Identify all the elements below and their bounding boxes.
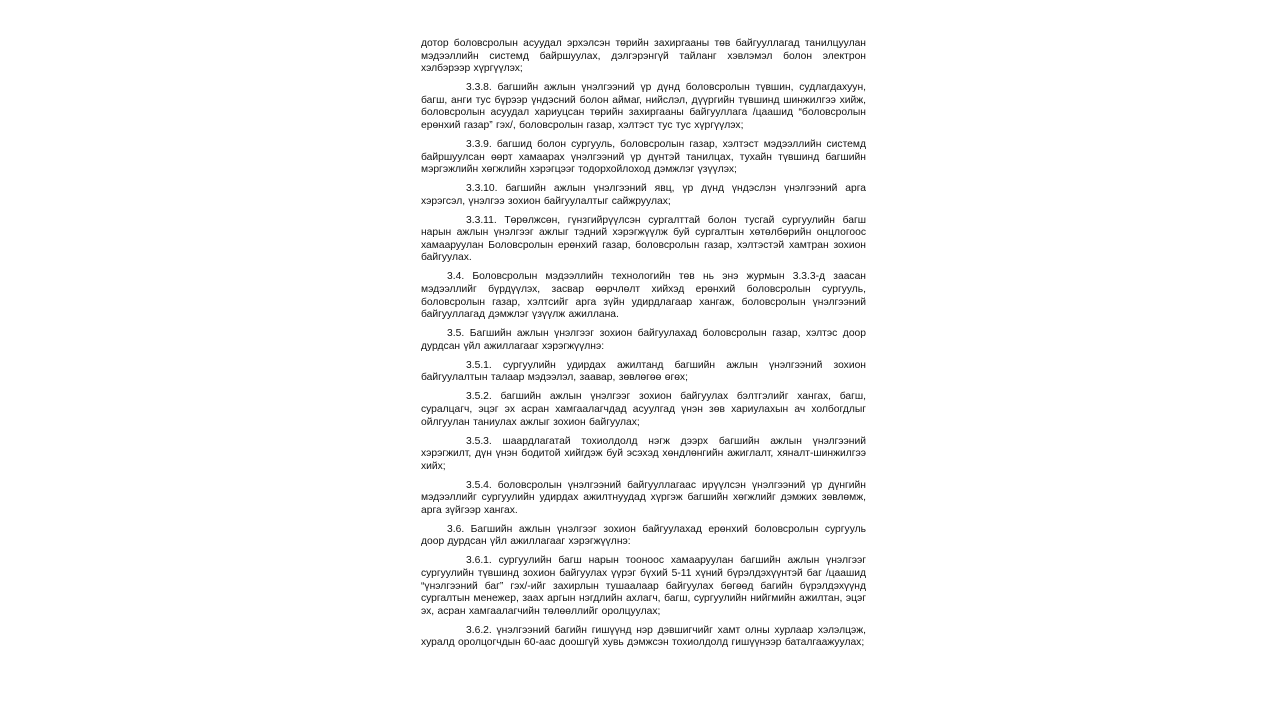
paragraph: 3.6. Багшийн ажлын үнэлгээг зохион байгуулахад ерөнхий боловсролын сургууль доор дурдсан үйл ажиллагааг хэрэгжүүлнэ:: [421, 523, 866, 548]
paragraph: 3.5.2. багшийн ажлын үнэлгээг зохион байгуулах бэлтгэлийг хангах, багш, суралцагч, эцэг эх асран хамгаалагчдад асуулгад үнэн зөв хариулахын ач холбогдлыг ойлгуулан таниулах ажлыг зохион байгуулах;: [421, 391, 866, 428]
paragraph: 3.6.2. үнэлгээний багийн гишүүнд нэр дэвшигчийг хамт олны хурлаар хэлэлцэж, хуралд оролцогчдын 60-аас доошгүй хувь дэмжсэн тохиолдолд гишүүнээр баталгаажуулах;: [421, 624, 866, 649]
paragraph: 3.3.11. Төрөлжсөн, гүнзгийрүүлсэн сургалттай болон тусгай сургуулийн багш нарын ажлын үнэлгээг ажлыг тэдний хэрэгжүүлж буй сургалтын хөтөлбөрийн онцлогоос хамааруулан Боловсролын ерөнхий газар, боловсролын газар, хэлтэстэй хамтран зохион байгуулах.: [421, 214, 866, 264]
document-page: [421, 38, 866, 656]
paragraph: 3.3.10. багшийн ажлын үнэлгээний явц, үр дүнд үндэслэн үнэлгээний арга хэрэгсэл, үнэлгээ зохион байгуулалтыг сайжруулах;: [421, 183, 866, 207]
paragraph: 3.4. Боловсролын мэдээллийн технологийн төв нь энэ журмын 3.3.3-д заасан мэдээллийг бүрдүүлэх, засвар өөрчлөлт хийхэд ерөнхий боловсролын сургууль, боловсролын газар, хэлтсийг арга зүйн удирдлагаар хангаж, боловсролын үнэлгээний байгууллагад дэмжлэг үзүүлж ажиллана.: [421, 271, 866, 321]
paragraph: 3.3.8. багшийн ажлын үнэлгээний үр дүнд боловсролын түвшин, судлагдахуун, багш, анги тус бүрээр үндэсний болон аймаг, нийслэл, дүүргийн түвшинд шинжилгээ хийж, боловсролын асуудал хариуцсан төрийн захиргааны байгууллага /цаашид “боловсролын ерөнхий газар” гэх/, боловсролын газар, хэлтэст тус тус хүргүүлэх;: [421, 82, 866, 131]
paragraph: 3.5.1. сургуулийн удирдах ажилтанд багшийн ажлын үнэлгээний зохион байгуулалтын талаар мэдээлэл, заавар, зөвлөгөө өгөх;: [421, 359, 866, 384]
paragraph: 3.5.3. шаардлагатай тохиолдолд нэгж дээрх багшийн ажлын үнэлгээний хэрэгжилт, дүн үнэн бодитой хийгдэж буй эсэхэд хөндлөнгийн ажиглалт, хяналт-шинжилгээ хийх;: [421, 435, 866, 472]
paragraph: 3.6.1. сургуулийн багш нарын тооноос хамааруулан багшийн ажлын үнэлгээг сургуулийн түвшинд зохион байгуулах үүрэг бүхий 5-11 хүний бүрэлдэхүүнтэй баг /цаашид “үнэлгээний баг” гэх/-ийг захирлын тушаалаар байгуулах бөгөөд багийн бүрэлдэхүүнд сургалтын менежер, заах аргын нэгдлийн ахлагч, багш, сургуулийн нийгмийн ажилтан, эцэг эх, асран хамгаалагчийн төлөөллийг оролцуулах;: [421, 555, 866, 617]
paragraph: 3.5. Багшийн ажлын үнэлгээг зохион байгуулахад боловсролын газар, хэлтэс доор дурдсан үйл ажиллагааг хэрэгжүүлнэ:: [421, 328, 866, 352]
paragraph: дотор боловсролын асуудал эрхэлсэн төрийн захиргааны төв байгууллагад танилцуулан мэдээллийн системд байршуулах, дэлгэрэнгүй тайланг хэвлэмэл болон электрон хэлбэрээр хүргүүлэх;: [421, 38, 866, 75]
paragraph: 3.3.9. багшид болон сургууль, боловсролын газар, хэлтэст мэдээллийн системд байршуулсан өөрт хамаарах үнэлгээний үр дүнтэй танилцах, тухайн түвшинд багшийн мэргэжлийн хөгжлийн хэрэгцээг тодорхойлоход дэмжлэг үзүүлэх;: [421, 138, 866, 176]
paragraph: 3.5.4. боловсролын үнэлгээний байгууллагаас ирүүлсэн үнэлгээний үр дүнгийн мэдээллийг сургуулийн удирдах ажилтнуудад хүргэж багшийн хөгжлийг дэмжих зөвлөмж, арга зүйгээр хангах.: [421, 479, 866, 516]
